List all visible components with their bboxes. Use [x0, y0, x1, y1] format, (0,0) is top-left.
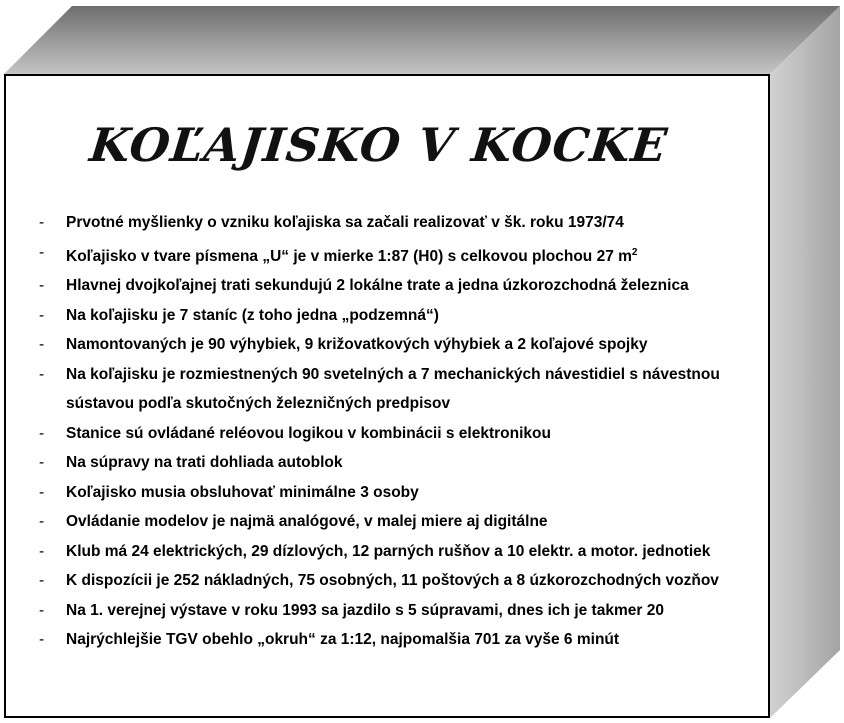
- list-item-text: K dispozícii je 252 nákladných, 75 osobných, 11 poštových a 8 úzkorozchodných vozňov: [66, 572, 719, 590]
- list-item: [36, 301, 761, 331]
- bullet-dash: -: [39, 424, 45, 442]
- list-item: [36, 419, 761, 449]
- bullet-dash: -: [39, 483, 45, 501]
- list-item-text: Klub má 24 elektrických, 29 dízlových, 12 parných rušňov a 10 elektr. a motor. jednotiek: [66, 542, 711, 560]
- list-item-text: Prvotné myšlienky o vzniku koľajiska sa začali realizovať v šk. roku 1973/74: [66, 214, 624, 231]
- list-item: [36, 566, 761, 596]
- list-item: [36, 208, 761, 238]
- list-item: [36, 596, 761, 626]
- list-item: [36, 478, 761, 508]
- list-item-text: Koľajisko musia obsluhovať minimálne 3 osoby: [66, 483, 419, 501]
- facts-list: [36, 208, 761, 655]
- bullet-dash: -: [39, 336, 45, 354]
- list-item: [36, 507, 761, 537]
- bullet-dash: -: [39, 542, 45, 560]
- bullet-dash: -: [39, 513, 45, 531]
- bullet-dash: -: [39, 365, 45, 383]
- bullet-dash: -: [39, 454, 45, 472]
- bullet-dash: -: [39, 277, 45, 295]
- cube-side-face: [770, 6, 840, 718]
- bullet-dash: -: [39, 631, 45, 649]
- bullet-dash: -: [39, 243, 45, 261]
- bullet-dash: -: [39, 214, 45, 231]
- list-item-text: Najrýchlejšie TGV obehlo „okruh“ za 1:12, najpomalšia 701 za vyše 6 minút: [66, 631, 620, 649]
- list-item-continuation: sústavou podľa skutočných železničných predpisov: [66, 395, 451, 413]
- list-item-text: Namontovaných je 90 výhybiek, 9 križovatkových výhybiek a 2 koľajové spojky: [66, 336, 648, 354]
- list-item-text: Na koľajisku je rozmiestnených 90 svetelných a 7 mechanických návestidiel s návestnou: [66, 365, 720, 383]
- bullet-dash: -: [39, 306, 45, 324]
- list-item: [36, 330, 761, 360]
- page-title: KOĽAJISKO V KOCKE: [87, 118, 671, 172]
- bullet-dash: -: [39, 601, 45, 619]
- list-item-text: Na súpravy na trati dohliada autoblok: [66, 454, 343, 472]
- superscript: 2: [631, 246, 638, 258]
- list-item-text: Na 1. verejnej výstave v roku 1993 sa jazdilo s 5 súpravami, dnes ich je takmer 20: [66, 601, 664, 619]
- list-item: [36, 271, 761, 301]
- list-item: [36, 625, 761, 655]
- list-item: [36, 238, 761, 272]
- list-item-text: Ovládanie modelov je najmä analógové, v malej miere aj digitálne: [66, 513, 548, 531]
- list-item: [36, 448, 761, 478]
- list-item-text: Koľajisko v tvare písmena „U“ je v mierke 1:87 (H0) s celkovou plochou 27 m: [66, 247, 632, 265]
- list-item-text: Na koľajisku je 7 staníc (z toho jedna „podzemná“): [66, 306, 439, 324]
- list-item: [36, 360, 761, 419]
- bullet-dash: -: [39, 572, 45, 590]
- cube-top-face: [4, 6, 840, 74]
- list-item: [36, 537, 761, 567]
- list-item-text: Hlavnej dvojkoľajnej trati sekundujú 2 lokálne trate a jedna úzkorozchodná železnica: [66, 277, 689, 295]
- list-item-text: Stanice sú ovládané reléovou logikou v kombinácii s elektronikou: [66, 424, 551, 442]
